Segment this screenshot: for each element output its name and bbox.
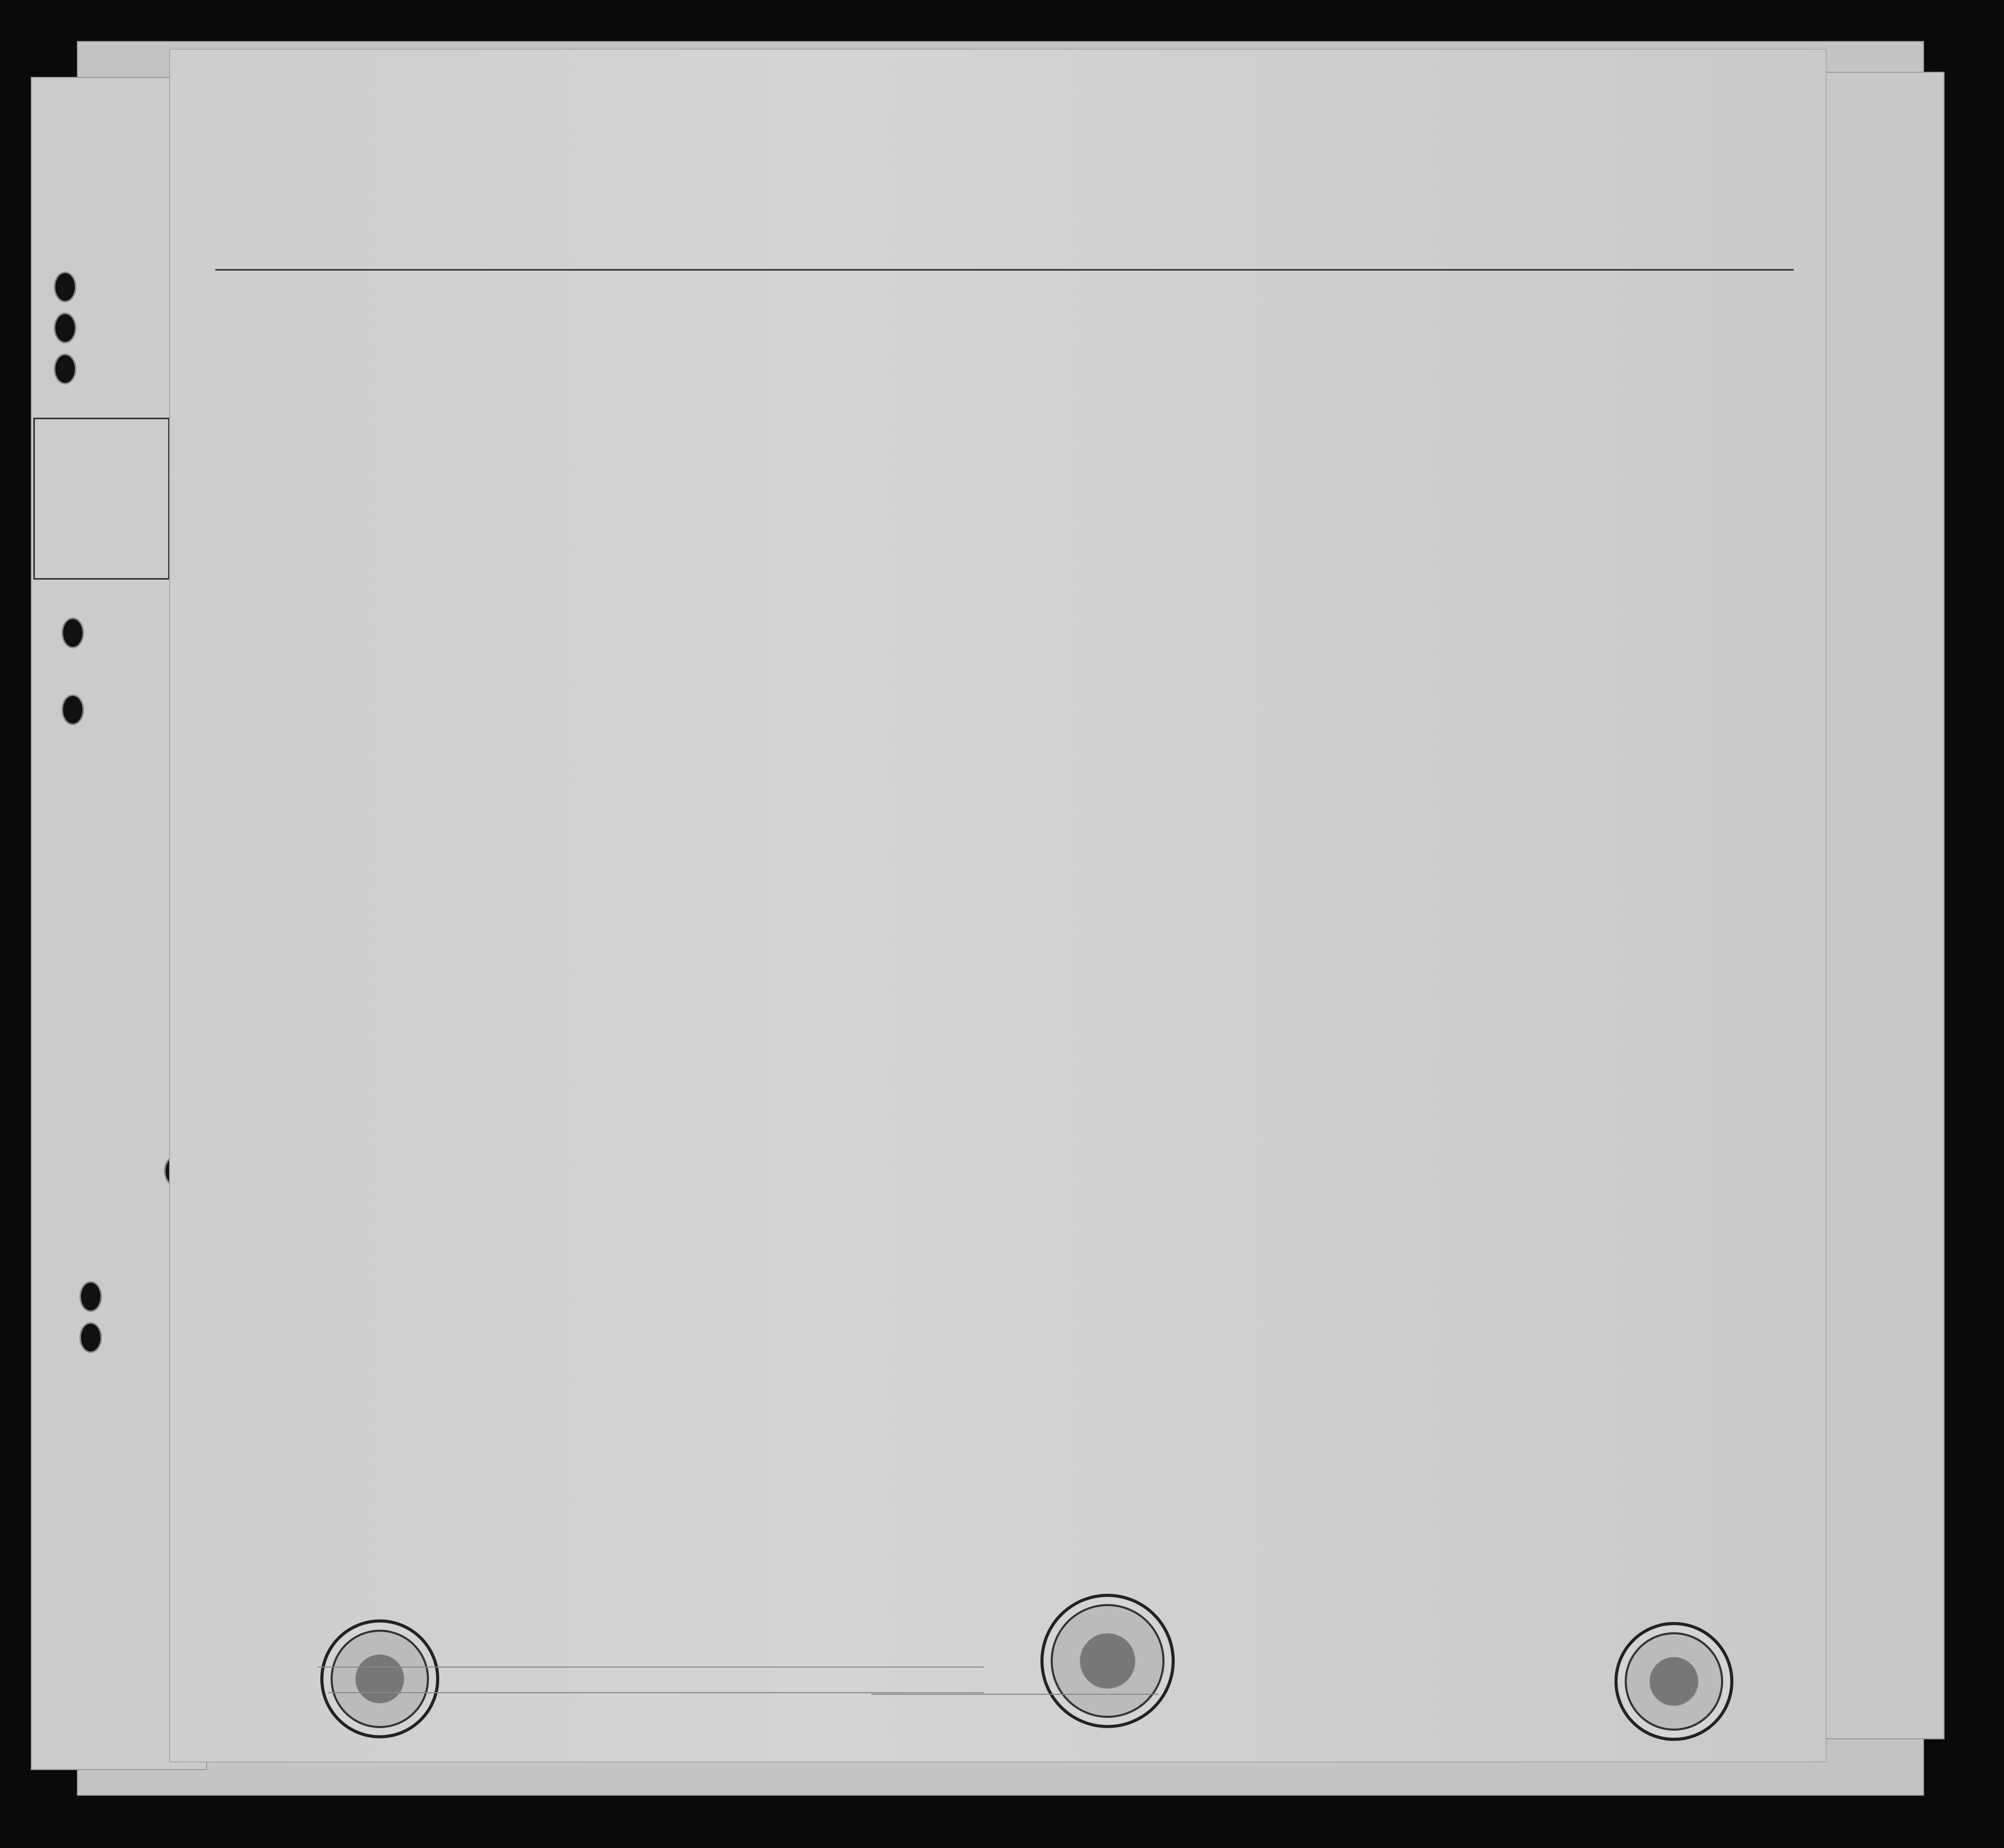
side-card-line [35, 483, 168, 502]
side-card-line [35, 424, 168, 444]
binder-hole [54, 354, 76, 384]
header-rule [215, 269, 1794, 271]
consulate-stamp [1040, 1594, 1175, 1728]
binder-hole [62, 618, 84, 648]
binder-hole [54, 313, 76, 343]
binder-hole [79, 1281, 102, 1312]
manifest-sheet [169, 49, 1827, 1762]
side-cards-box [33, 418, 170, 580]
consulate-stamp [320, 1619, 439, 1738]
side-card-line [35, 444, 168, 463]
binder-hole [54, 272, 76, 302]
inspector-rule [871, 1694, 1158, 1695]
binder-hole [79, 1322, 102, 1353]
owners-rule [328, 1692, 984, 1693]
side-card-line [35, 463, 168, 483]
consulate-stamp [1614, 1622, 1733, 1741]
binder-hole [62, 694, 84, 725]
side-card-line [35, 502, 168, 522]
line-rule [318, 1667, 984, 1668]
